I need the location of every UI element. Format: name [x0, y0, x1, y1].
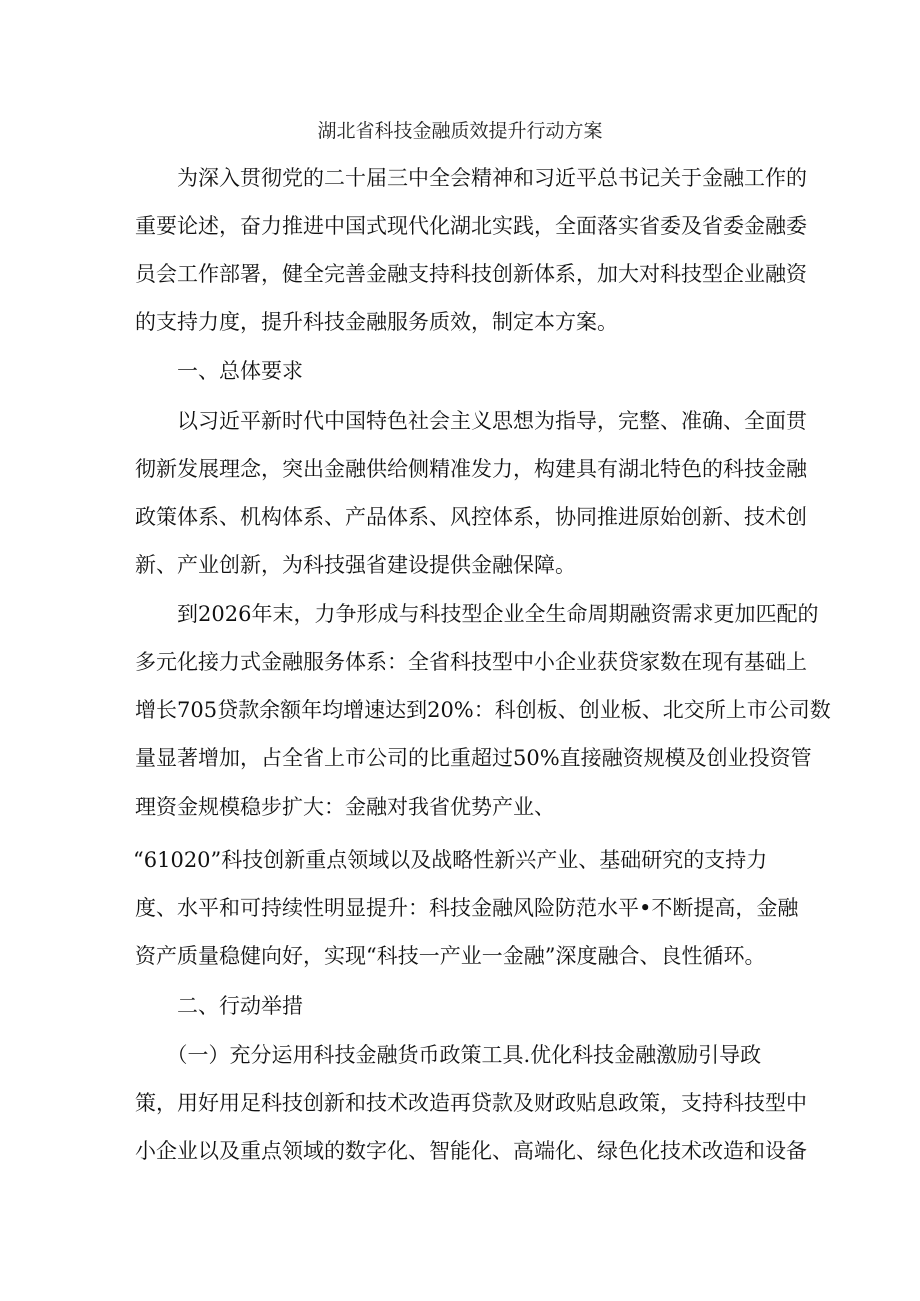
paragraph-line: 资产质量稳健向好，实现“科技一产业一金融”深度融合、良性循环。 — [135, 944, 766, 968]
paragraph-line: 新、产业创新，为科技强省建设提供金融保障。 — [135, 553, 576, 577]
paragraph-line: “61020”科技创新重点领域以及战略性新兴产业、基础研究的支持力 — [133, 848, 768, 872]
section-heading: 二、行动举措 — [135, 994, 303, 1018]
paragraph-line: （一）充分运用科技金融货币政策工具.优化科技金融激励引导政 — [135, 1043, 762, 1067]
paragraph-line: 策，用好用足科技创新和技术改造再贷款及财政贴息政策，支持科技型中 — [135, 1091, 807, 1115]
paragraph-line: 政策体系、机构体系、产品体系、风控体系，协同推进原始创新、技术创 — [135, 505, 807, 529]
paragraph-line: 度、水平和可持续性明显提升：科技金融风险防范水平•不断提高，金融 — [135, 896, 799, 920]
paragraph-line: 的支持力度，提升科技金融服务质效，制定本方案。 — [135, 310, 618, 334]
paragraph-line: 员会工作部署，健全完善金融支持科技创新体系，加大对科技型企业融资 — [135, 262, 807, 286]
paragraph-line: 重要论述，奋力推进中国式现代化湖北实践，全面落实省委及省委金融委 — [135, 214, 807, 238]
section-heading: 一、总体要求 — [135, 359, 303, 383]
paragraph-line: 增长705贷款余额年均增速达到20%：科创板、创业板、北交所上市公司数 — [135, 698, 831, 722]
paragraph-line: 量显著增加，占全省上市公司的比重超过50%直接融资规模及创业投资管 — [135, 746, 812, 770]
paragraph-line: 以习近平新时代中国特色社会主义思想为指导，完整、准确、全面贯 — [135, 409, 807, 433]
paragraph-line: 多元化接力式金融服务体系：全省科技型中小企业获贷家数在现有基础上 — [135, 650, 807, 674]
paragraph-line: 理资金规模稳步扩大：金融对我省优势产业、 — [135, 795, 555, 819]
paragraph-line: 彻新发展理念，突出金融供给侧精准发力，构建具有湖北特色的科技金融 — [135, 457, 807, 481]
paragraph-line: 为深入贯彻党的二十届三中全会精神和习近平总书记关于金融工作的 — [135, 166, 807, 190]
paragraph-line: 到2026年末，力争形成与科技型企业全生命周期融资需求更加匹配的 — [135, 602, 819, 626]
document-title: 湖北省科技金融质效提升行动方案 — [317, 120, 603, 142]
paragraph-line: 小企业以及重点领域的数字化、智能化、高端化、绿色化技术改造和设备 — [135, 1139, 807, 1163]
